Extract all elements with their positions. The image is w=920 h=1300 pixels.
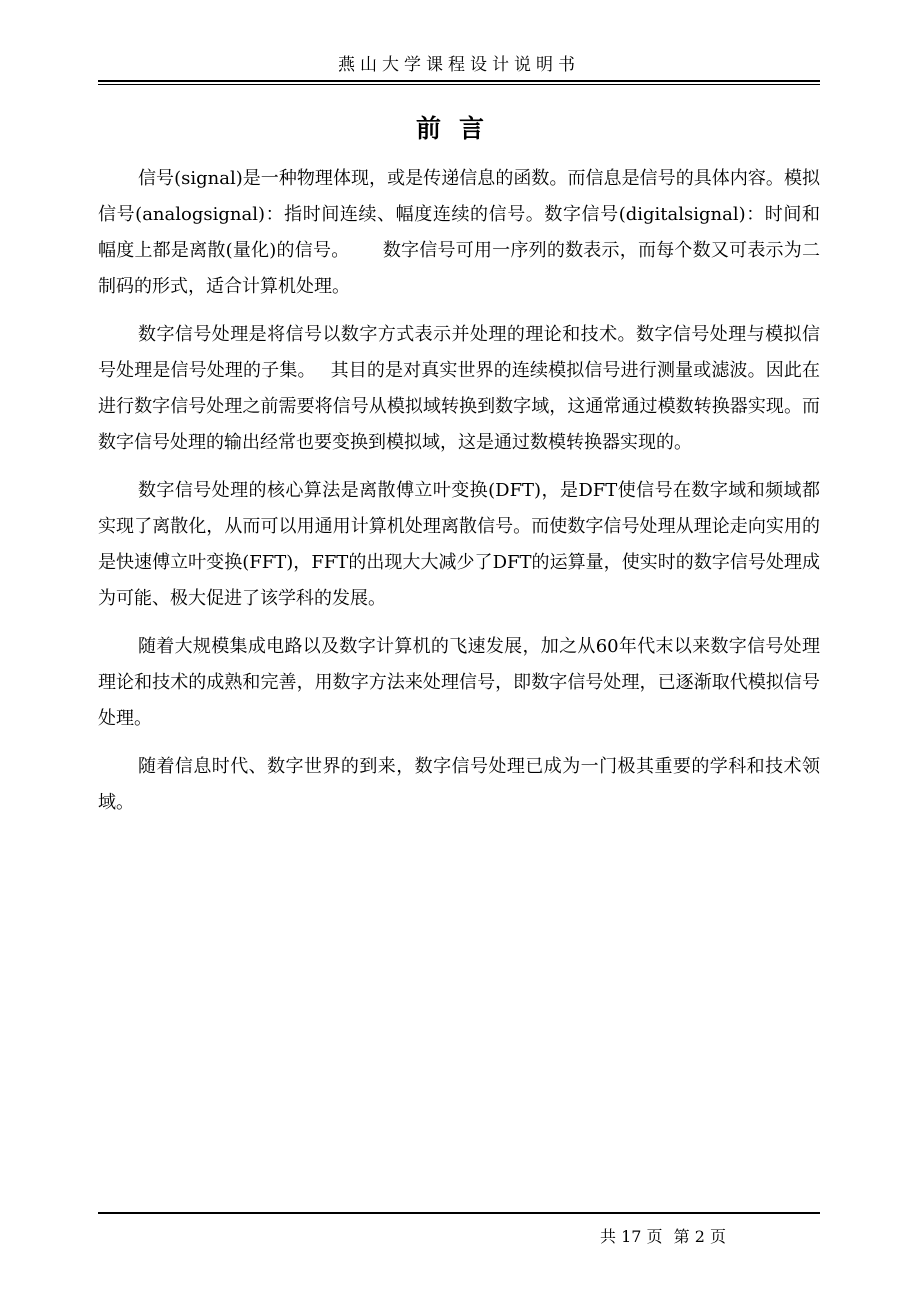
footer-rule <box>98 1212 820 1214</box>
body-text <box>98 161 820 833</box>
page-footer <box>600 1226 732 1248</box>
header-rule-thin <box>98 84 820 85</box>
paragraph-1: 信号(signal)是一种物理体现，或是传递信息的函数。而信息是信号的具体内容。模拟信号(analogsignal)：指时间连续、幅度连续的信号。数字信号(digitalsignal)：时间和幅度上都是离散(量化)的信号。 数字信号可用一序列的数表示，而每个数又可表示为二制码的形式，适合计算机处理。 <box>98 168 820 297</box>
paragraph-5: 随着信息时代、数字世界的到来，数字信号处理已成为一门极其重要的学科和技术领域。 <box>98 756 820 813</box>
paragraph-4: 随着大规模集成电路以及数字计算机的飞速发展，加之从60年代末以来数字信号处理理论和技术的成熟和完善，用数字方法来处理信号，即数字信号处理，已逐渐取代模拟信号处理。 <box>98 636 820 729</box>
paragraph-3: 数字信号处理的核心算法是离散傅立叶变换(DFT)，是DFT使信号在数字域和频域都实现了离散化，从而可以用通用计算机处理离散信号。而使数字信号处理从理论走向实用的是快速傅立叶变换(FFT)，FFT的出现大大减少了DFT的运算量，使实时的数字信号处理成为可能、极大促进了该学科的发展。 <box>98 480 820 609</box>
total-pages: 共 17 页 <box>600 1227 663 1246</box>
paragraph-2: 数字信号处理是将信号以数字方式表示并处理的理论和技术。数字信号处理与模拟信号处理是信号处理的子集。 其目的是对真实世界的连续模拟信号进行测量或滤波。因此在进行数字信号处理之前需要将信号从模拟域转换到数字域，这通常通过模数转换器实现。而数字信号处理的输出经常也要变换到模拟域，这是通过数模转换器实现的。 <box>98 324 820 453</box>
current-page: 第 2 页 <box>673 1227 726 1246</box>
header-rule-thick <box>98 80 820 82</box>
page-header: 燕山大学课程设计说明书 <box>338 55 580 75</box>
page-title: 前言 <box>415 114 502 143</box>
